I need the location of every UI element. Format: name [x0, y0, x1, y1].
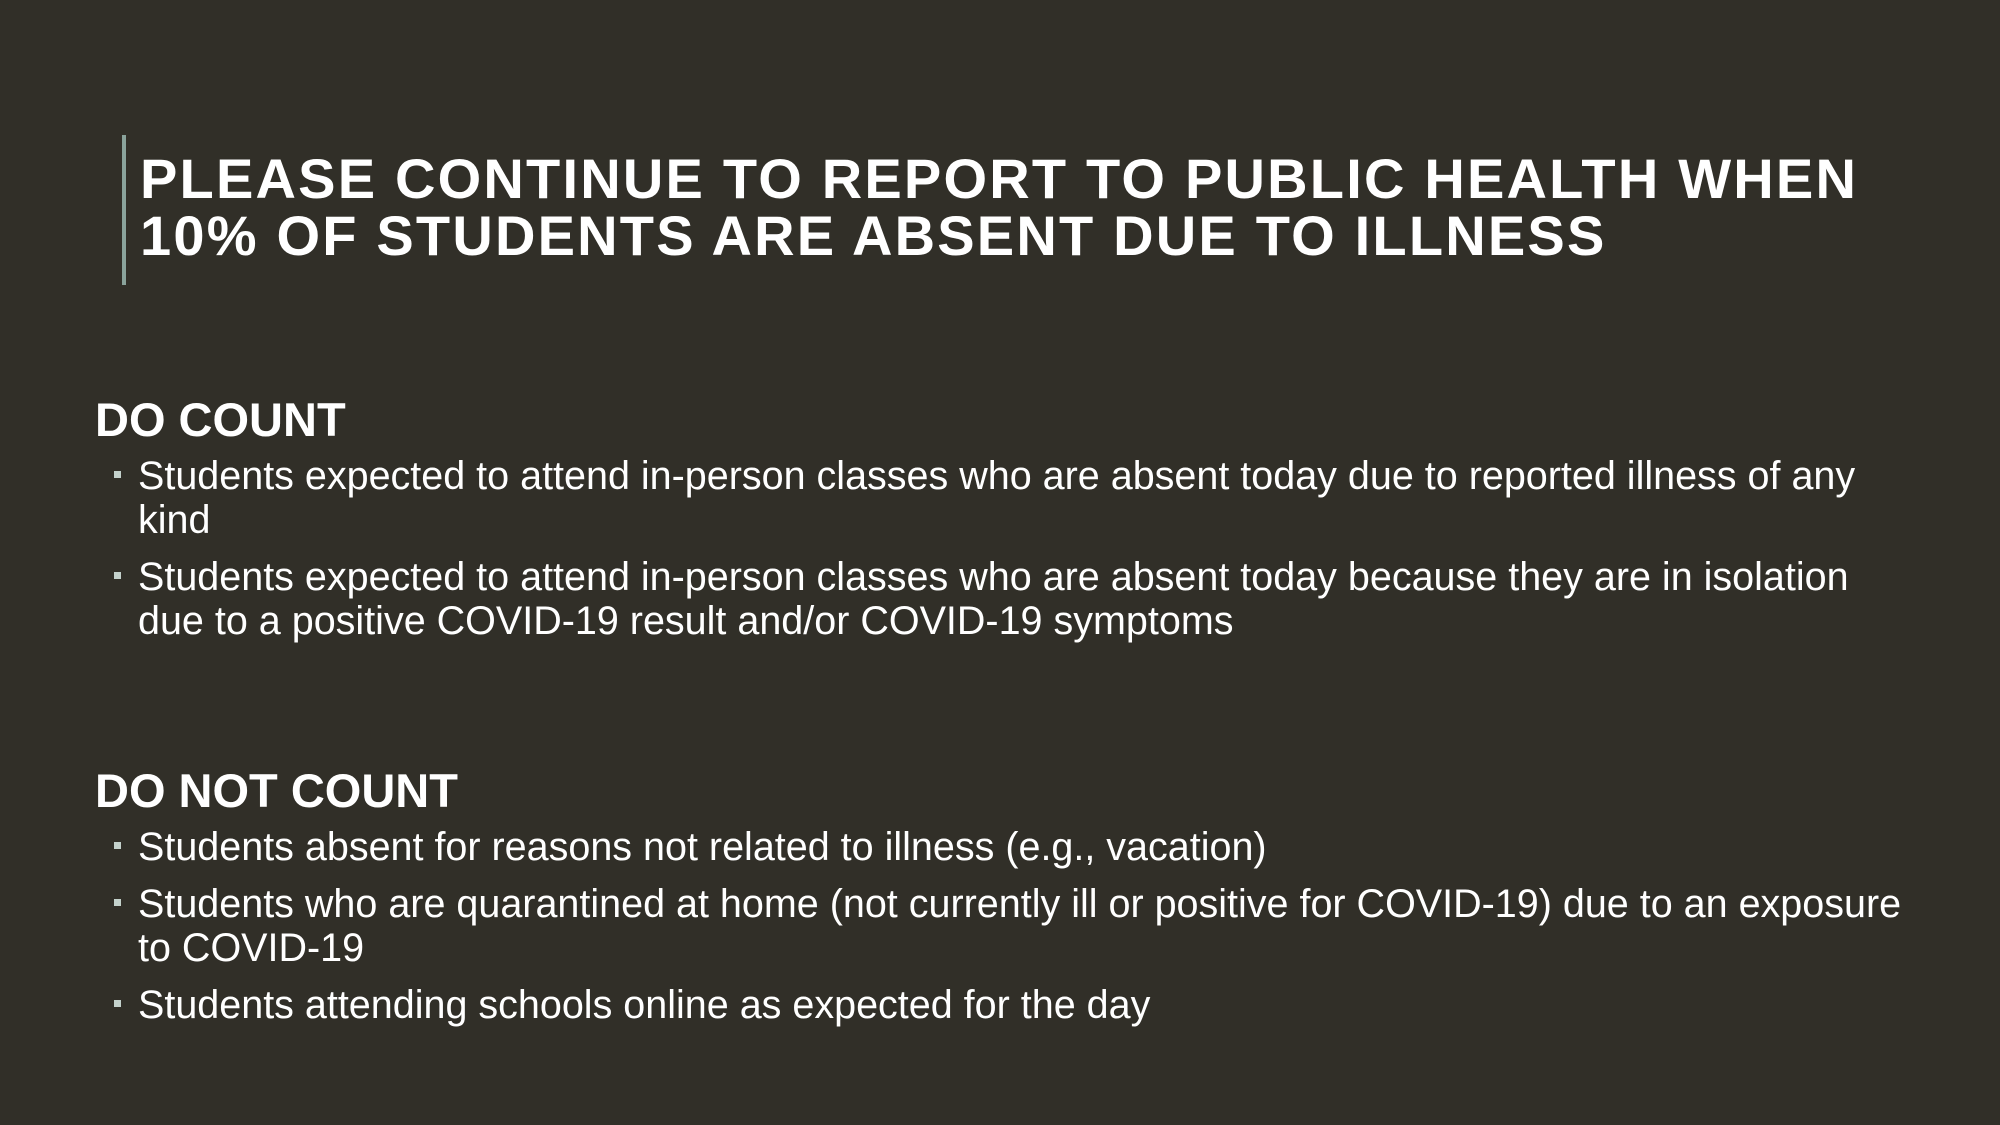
list-item	[95, 454, 1915, 542]
bullet-square-icon	[114, 1000, 121, 1007]
slide-title-line-1: PLEASE CONTINUE TO REPORT TO PUBLIC HEALTH WHEN	[140, 147, 1859, 210]
bullet-square-icon	[114, 899, 121, 906]
list-item-text: Students absent for reasons not related to illness (e.g., vacation)	[138, 825, 1267, 869]
bullet-square-icon	[114, 471, 121, 478]
do-not-count-heading: DO NOT COUNT	[95, 764, 458, 817]
bullet-square-icon	[114, 572, 121, 579]
list-item-text: Students expected to attend in-person classes who are absent today because they are in isolation due to a positive COVID-19 result and/or COVID-19 symptoms	[138, 555, 1849, 643]
list-item-text: Students attending schools online as expected for the day	[138, 983, 1151, 1027]
list-item	[95, 983, 1915, 1027]
do-not-count-section	[95, 763, 1915, 1027]
title-accent-bar	[122, 135, 126, 285]
slide-title	[140, 147, 1940, 267]
list-item	[95, 825, 1915, 869]
slide-title-line-2: 10% OF STUDENTS ARE ABSENT DUE TO ILLNESS	[140, 204, 1607, 267]
list-item-text: Students expected to attend in-person classes who are absent today due to reported illness of any kind	[138, 454, 1856, 542]
bullet-square-icon	[114, 842, 121, 849]
list-item-text: Students who are quarantined at home (not currently ill or positive for COVID-19) due to an exposure to COVID-19	[138, 882, 1902, 970]
do-count-list	[95, 454, 1915, 643]
do-count-heading: DO COUNT	[95, 393, 346, 446]
list-item	[95, 882, 1915, 970]
do-count-section	[95, 392, 1915, 643]
do-not-count-list	[95, 825, 1915, 1027]
list-item	[95, 555, 1915, 643]
